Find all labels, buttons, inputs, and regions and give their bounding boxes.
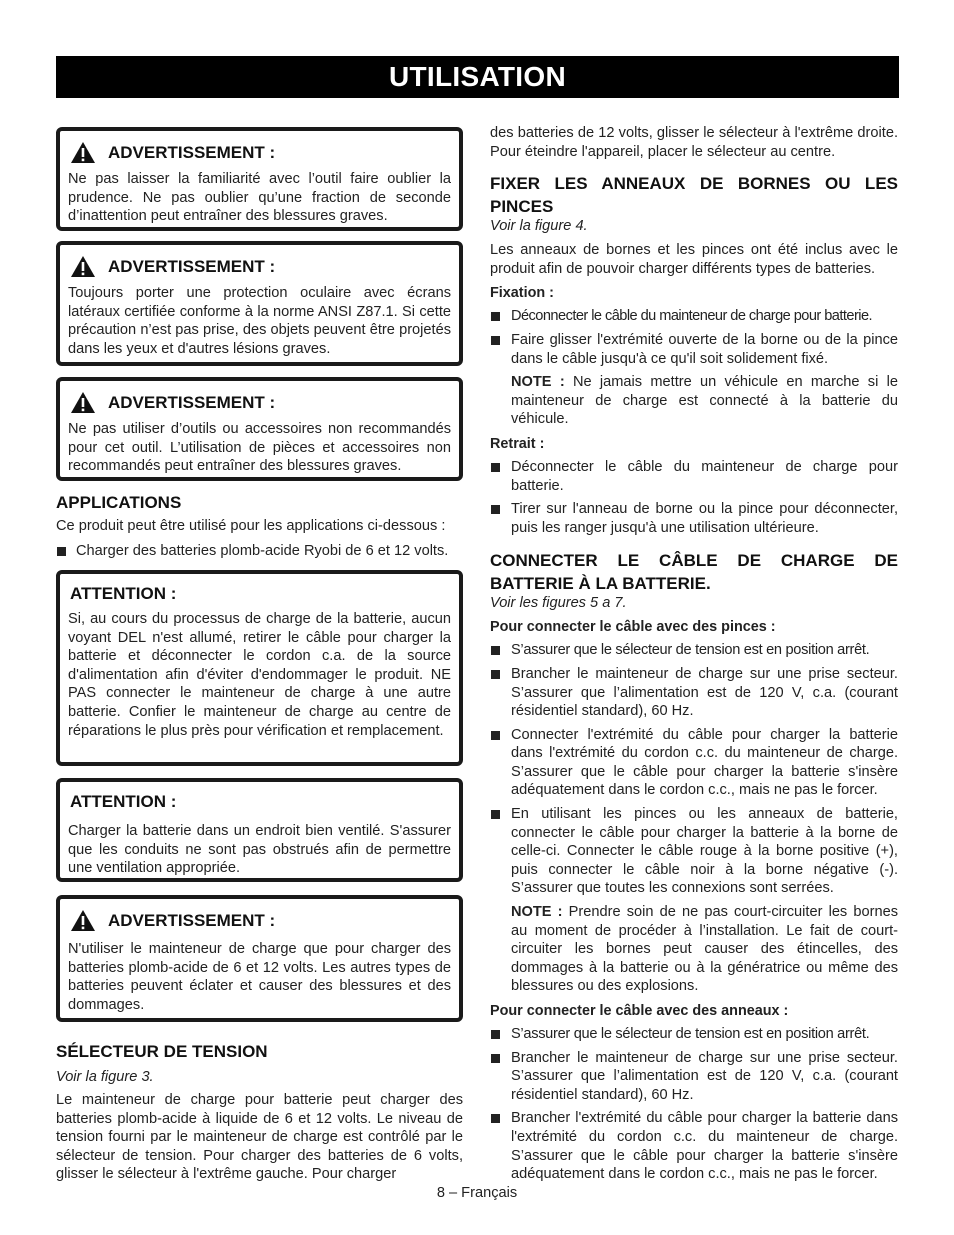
figure-reference: Voir les figures 5 a 7.	[490, 595, 627, 612]
page-footer: 8 – Français	[436, 1185, 518, 1201]
figure-reference: Voir la figure 4.	[490, 218, 588, 235]
list-item: En utilisant les pinces ou les anneaux de batterie, connecter le câble pour charger la batterie à la borne de celle-ci. Connecter le câble rouge à la borne positive (+), puis connecter le câble noir à la borne négative (-). S’assurer que toutes les connexions sont serrées.	[490, 805, 898, 898]
square-bullet-icon	[57, 547, 66, 556]
retrait-subheading: Retrait :	[490, 435, 545, 452]
page-banner: UTILISATION	[56, 56, 899, 98]
warning-box-eye-protection	[56, 241, 463, 366]
square-bullet-icon	[491, 646, 500, 655]
warning-text: N'utiliser le mainteneur de charge que pour charger des batteries plomb-acide de 6 et 12 volts. Les autres types de batteries peuvent éclater et causer des blessures et des dommages.	[68, 941, 451, 1013]
applications-intro: Ce produit peut être utilisé pour les applications ci-dessous :	[56, 518, 446, 534]
rings-connect-list	[490, 1025, 898, 1184]
list-item: Déconnecter le câble du mainteneur de charge pour batterie.	[490, 307, 898, 326]
square-bullet-icon	[491, 505, 500, 514]
attention-text: Charger la batterie dans un endroit bien ventilé. S'assurer que les conduits ne sont pas obstrués afin de permettre une ventilation appropriée.	[68, 823, 451, 877]
list-item: Tirer sur l'anneau de borne ou la pince pour déconnecter, puis les ranger jusqu'à une utilisation ultérieure.	[490, 500, 898, 537]
rings-heading-line2: PINCES	[490, 197, 554, 217]
list-item: Brancher le mainteneur de charge sur une prise secteur. S’assurer que l’alimentation est de 120 V, c.a. (courant résidentiel standard), 60 Hz.	[490, 665, 898, 721]
warning-title: ADVERTISSEMENT :	[108, 142, 276, 162]
warning-title: ADVERTISSEMENT :	[108, 392, 276, 412]
warning-box-accessories	[56, 377, 463, 481]
attention-title: ATTENTION :	[70, 584, 177, 603]
connect-section	[490, 549, 898, 1183]
retrait-list	[490, 458, 898, 537]
list-item: Brancher le mainteneur de charge sur une prise secteur. S’assurer que l’alimentation est de 120 V, c.a. (courant résidentiel standard), 60 Hz.	[490, 1049, 898, 1105]
clamps-list	[490, 641, 898, 898]
square-bullet-icon	[491, 1054, 500, 1063]
square-bullet-icon	[491, 731, 500, 740]
list-item: Charger des batteries plomb-acide Ryobi de 6 et 12 volts.	[56, 542, 463, 561]
list-item: Brancher l'extrémité du câble pour charger la batterie dans l'extrémité du cordon c.c. du mainteneur de charge. S’assurer que le câble pour charger la batterie s'insère adéquatement dans le cordon c.c., mais ne pas le forcer.	[490, 1109, 898, 1183]
warning-triangle-icon	[70, 255, 96, 278]
square-bullet-icon	[491, 810, 500, 819]
rings-subheading: Pour connecter le câble avec des anneaux :	[490, 1003, 789, 1019]
warning-triangle-icon	[70, 391, 96, 414]
square-bullet-icon	[491, 1030, 500, 1039]
connect-heading-line1: CONNECTER LE CÂBLE DE CHARGE DE	[490, 551, 898, 571]
list-item: Connecter l'extrémité du câble pour charger la batterie dans l'extrémité du cordon c.c. du mainteneur de charge. S’assurer que le câble pour charger la batterie s'insère adéquatement dans le cordon c.c., mais ne pas le forcer.	[490, 726, 898, 800]
warning-title: ADVERTISSEMENT :	[108, 910, 276, 930]
rings-heading-line1: FIXER LES ANNEAUX DE BORNES OU LES	[490, 174, 898, 194]
list-item: Faire glisser l'extrémité ouverte de la borne ou de la pince dans le câble jusqu'à ce qu'il soit solidement fixé.	[490, 331, 898, 368]
fixation-list	[490, 307, 898, 368]
voltage-selector-heading: SÉLECTEUR DE TENSION	[56, 1042, 268, 1061]
connect-heading-line2: BATTERIE À LA BATTERIE.	[490, 574, 711, 594]
warning-title: ADVERTISSEMENT :	[108, 256, 276, 276]
square-bullet-icon	[491, 463, 500, 472]
warning-triangle-icon	[70, 909, 96, 932]
right-column	[490, 124, 898, 1184]
figure-reference: Voir la figure 3.	[56, 1069, 154, 1085]
note: NOTE : Prendre soin de ne pas court-circuiter les bornes au moment de procéder à l’installation. Le fait de court-circuiter les bornes peut causer des étincelles, des dommages à la batterie ou à la génératrice ou même des blessures ou des explosions.	[511, 904, 898, 995]
list-item: Déconnecter le câble du mainteneur de charge pour batterie.	[490, 458, 898, 495]
rings-section	[490, 172, 898, 537]
warning-triangle-icon	[70, 141, 96, 164]
warning-text: Toujours porter une protection oculaire avec écrans latéraux certifiée conforme à la norme ANSI Z87.1. Si cette précaution n’est pas prise, des objets peuvent être projetés dans les yeux et d'autres lésions graves.	[68, 285, 451, 357]
square-bullet-icon	[491, 336, 500, 345]
voltage-selector-text: Le mainteneur de charge pour batterie peut charger des batteries plomb-acide à liquide de 6 et 12 volts. Le niveau de tension fourni par le mainteneur de charge est contrôlé par le sélecteur de tension. Pour charger des batteries de 6 volts, glisser le sélecteur à l'extrême gauche. Pour charger	[56, 1092, 463, 1183]
square-bullet-icon	[491, 1114, 500, 1123]
note: NOTE : Ne jamais mettre un véhicule en marche si le mainteneur de charge est connecté à la batterie du véhicule.	[511, 374, 898, 428]
warning-text: Ne pas utiliser d’outils ou accessoires non recommandés pour cet outil. L’utilisation de pièces et accessoires non recommandés peut entraîner des blessures graves.	[68, 421, 451, 475]
voltage-selector-continued: des batteries de 12 volts, glisser le sélecteur à l'extrême droite. Pour éteindre l'appareil, placer le sélecteur au centre.	[490, 125, 898, 160]
list-item: S’assurer que le sélecteur de tension est en position arrêt.	[490, 1025, 898, 1044]
applications-list	[56, 537, 463, 561]
warning-text: Ne pas laisser la familiarité avec l’outil faire oublier la prudence. Ne pas oublier qu’une fraction de seconde d’inattention peut entraîner des blessures graves.	[68, 171, 451, 225]
warning-box-battery-types	[56, 895, 463, 1022]
clamps-subheading: Pour connecter le câble avec des pinces :	[490, 619, 776, 636]
square-bullet-icon	[491, 670, 500, 679]
fixation-subheading: Fixation :	[490, 285, 554, 302]
attention-box-led	[56, 570, 463, 766]
attention-text: Si, au cours du processus de charge de la batterie, aucun voyant DEL n'est allumé, retirer le câble pour charger la batterie et déconnecter le cordon c.a. de la source d'alimentation afin d'éviter d'endommager le produit. NE PAS connecter le mainteneur de charge à une autre batterie. Confier le mainteneur de charge au centre de réparations le plus près pour vérification et remplacement.	[68, 611, 451, 739]
warning-box-familiarity	[56, 127, 463, 231]
attention-title: ATTENTION :	[70, 792, 177, 811]
rings-intro: Les anneaux de bornes et les pinces ont été inclus avec le produit afin de pouvoir charger différents types de batteries.	[490, 242, 898, 277]
list-item: S’assurer que le sélecteur de tension est en position arrêt.	[490, 641, 898, 660]
attention-box-ventilation	[56, 778, 463, 882]
square-bullet-icon	[491, 312, 500, 321]
applications-heading: APPLICATIONS	[56, 493, 182, 512]
